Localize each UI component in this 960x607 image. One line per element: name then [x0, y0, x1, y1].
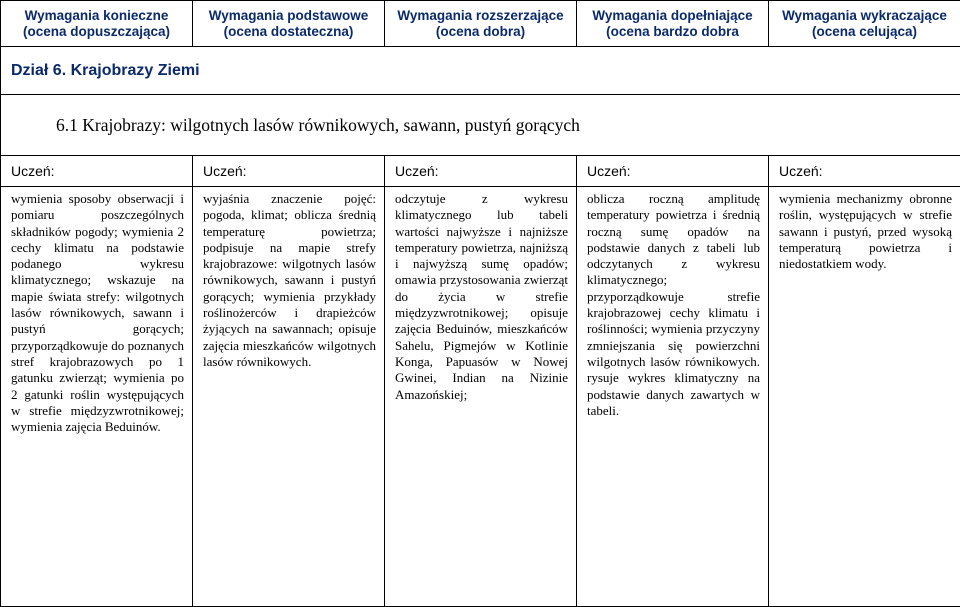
header-cell-konieczne: [1, 1, 193, 47]
content-cell-dopelniajace: [577, 187, 769, 607]
student-label: Uczeń:: [1, 156, 193, 187]
header-grade: (ocena dostateczna): [197, 24, 380, 40]
section-row: [1, 47, 960, 95]
header-cell-dopelniajace: [577, 1, 769, 47]
header-title: Wymagania dopełniające: [581, 8, 764, 24]
subsection-row: [1, 95, 960, 156]
student-label: Uczeń:: [193, 156, 385, 187]
header-cell-podstawowe: [193, 1, 385, 47]
header-title: Wymagania wykraczające: [773, 8, 956, 24]
content-cell-konieczne: [1, 187, 193, 607]
student-label: Uczeń:: [385, 156, 577, 187]
header-cell-wykraczajace: [769, 1, 960, 47]
requirement-text: odczytuje z wykresu klimatycznego lub tabeli wartości najwyższe i najniższe temperatury powietrza, najniższą i najwyższą sumę opadów; omawia przystosowania zwierząt do życia w strefie międzyzwrotnikowej; opisuje zajęcia Beduinów, mieszkańców Sahelu, Pigmejów w Kotlinie Konga, Papuasów w Nowej Gwinei, Indian na Nizinie Amazońskiej;: [395, 191, 568, 403]
header-row: [1, 1, 960, 47]
section-title: Dział 6. Krajobrazy Ziemi: [1, 47, 960, 95]
header-grade: (ocena bardzo dobra: [581, 24, 764, 40]
header-cell-rozszerzajace: [385, 1, 577, 47]
header-grade: (ocena celująca): [773, 24, 956, 40]
content-cell-wykraczajace: [769, 187, 960, 607]
content-cell-podstawowe: [193, 187, 385, 607]
content-cell-rozszerzajace: [385, 187, 577, 607]
header-grade: (ocena dobra): [389, 24, 572, 40]
subsection-title: 6.1 Krajobrazy: wilgotnych lasów równikowych, sawann, pustyń gorących: [1, 95, 960, 156]
header-title: Wymagania rozszerzające: [389, 8, 572, 24]
header-grade: (ocena dopuszczająca): [5, 24, 188, 40]
requirement-text: wymienia mechanizmy obronne roślin, występujących w strefie sawann i pustyń, przed wysoką temperaturą powietrza i niedostatkiem wody.: [779, 191, 952, 272]
student-label-row: [1, 156, 960, 187]
requirement-text: wyjaśnia znaczenie pojęć: pogoda, klimat; oblicza średnią temperaturę powietrza; podpisuje na mapie strefy krajobrazowe: wilgotnych lasów równikowych, sawann i pustyń gorących; wymienia przykłady roślinożerców i drapieżców żyjących na sawannach; opisuje zajęcia mieszkańców wilgotnych lasów równikowych.: [203, 191, 376, 370]
header-title: Wymagania podstawowe: [197, 8, 380, 24]
requirement-text: wymienia sposoby obserwacji i pomiaru poszczególnych składników pogody; wymienia 2 cechy klimatu na podstawie podanego wykresu klimatycznego; wskazuje na mapie świata strefy: wilgotnych lasów równikowych, sawann i pustyń gorących; przyporządkowuje do poznanych stref krajobrazowych po 1 gatunku zwierząt; wymienia po 2 gatunki roślin występujących w strefie międzyzwrotnikowej; wymienia zajęcia Beduinów.: [11, 191, 184, 435]
header-title: Wymagania konieczne: [5, 8, 188, 24]
content-row: [1, 187, 960, 607]
requirement-text: oblicza roczną amplitudę temperatury powietrza i średnią roczną sumę opadów na podstawie danych z tabeli lub odczytanych z wykresu klimatycznego; przyporządkowuje strefie krajobrazowej cechy klimatu i roślinności; wymienia przyczyny zmniejszania się powierzchni wilgotnych lasów równikowych. rysuje wykres klimatyczny na podstawie danych zawartych w tabeli.: [587, 191, 760, 419]
student-label: Uczeń:: [577, 156, 769, 187]
student-label: Uczeń:: [769, 156, 960, 187]
